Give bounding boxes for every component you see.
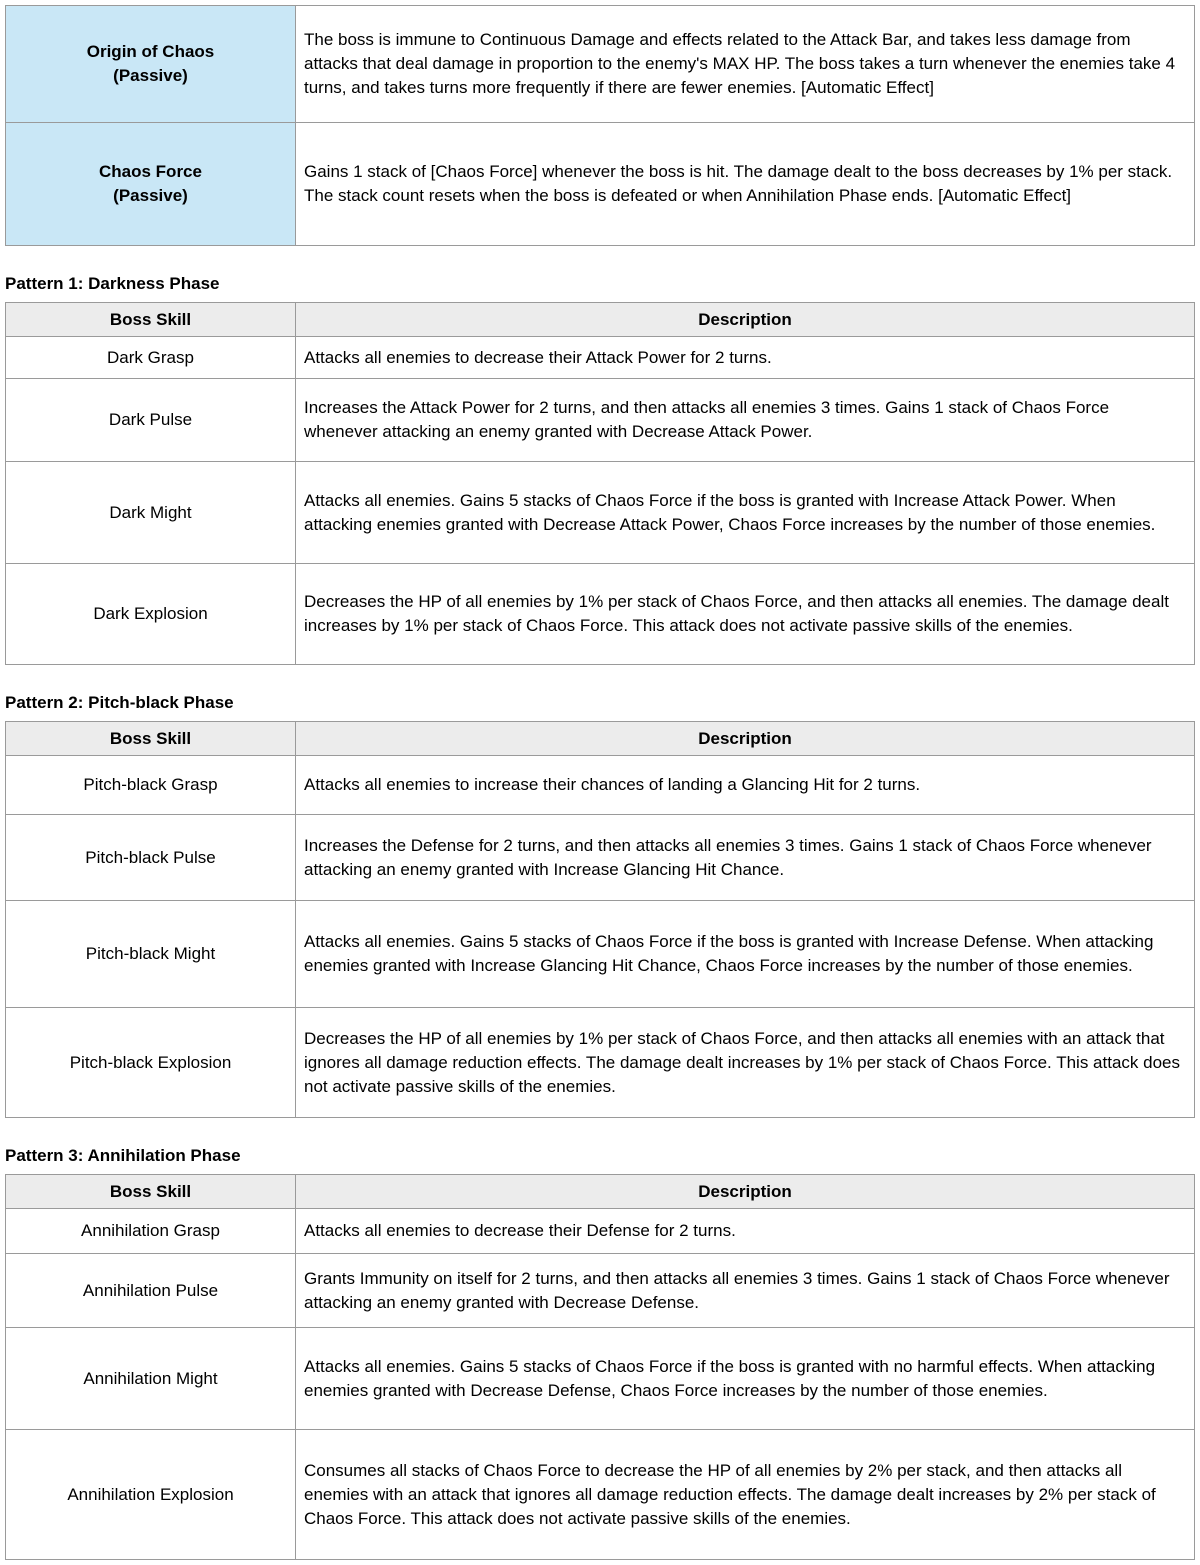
skill-description-cell: Decreases the HP of all enemies by 1% per stack of Chaos Force, and then attacks all enemies with an attack that ignores all damage reduction effects. The damage dealt increases by 1% per stack of Chaos Force. This attack does not activate passive skills of the enemies. [296,1008,1195,1118]
skill-description-cell: Attacks all enemies to increase their chances of landing a Glancing Hit for 2 turns. [296,756,1195,815]
skill-description-cell: Attacks all enemies. Gains 5 stacks of Chaos Force if the boss is granted with no harmful effects. When attacking enemies granted with Decrease Defense, Chaos Force increases by the number of those enemies. [296,1328,1195,1430]
skill-name-cell: Pitch-black Grasp [6,756,296,815]
passive-skill-description-cell: Gains 1 stack of [Chaos Force] whenever the boss is hit. The damage dealt to the boss decreases by 1% per stack. The stack count resets when the boss is defeated or when Annihilation Phase ends. [Automatic Effect] [296,123,1195,246]
pattern-2-section [5,692,1195,1118]
skill-name-cell: Dark Grasp [6,337,296,379]
skill-name-cell: Pitch-black Explosion [6,1008,296,1118]
passive-skill-name: Origin of Chaos [86,42,215,61]
skill-name-cell: Annihilation Might [6,1328,296,1430]
skill-description-cell: Attacks all enemies. Gains 5 stacks of Chaos Force if the boss is granted with Increase Defense. When attacking enemies granted with Increase Glancing Hit Chance, Chaos Force increases by the number of those enemies. [296,901,1195,1008]
table-row [6,1430,1195,1560]
skill-name-cell: Pitch-black Pulse [6,815,296,901]
table-row [6,462,1195,564]
passive-skill-name-cell [6,123,296,246]
skill-table [5,1174,1195,1560]
column-header-description: Description [296,1175,1195,1209]
skill-description-cell: Attacks all enemies to decrease their Attack Power for 2 turns. [296,337,1195,379]
table-row [6,1008,1195,1118]
column-header-boss-skill: Boss Skill [6,1175,296,1209]
column-header-boss-skill: Boss Skill [6,722,296,756]
table-row [6,123,1195,246]
table-header-row [6,722,1195,756]
skill-description-cell: Increases the Defense for 2 turns, and then attacks all enemies 3 times. Gains 1 stack of Chaos Force whenever attacking an enemy granted with Increase Glancing Hit Chance. [296,815,1195,901]
table-header-row [6,303,1195,337]
skill-description-cell: Consumes all stacks of Chaos Force to decrease the HP of all enemies by 2% per stack, and then attacks all enemies with an attack that ignores all damage reduction effects. The damage dealt increases by 2% per stack of Chaos Force. This attack does not activate passive skills of the enemies. [296,1430,1195,1560]
table-row [6,1209,1195,1254]
table-row [6,901,1195,1008]
column-header-description: Description [296,303,1195,337]
table-row [6,6,1195,123]
skill-table [5,721,1195,1118]
table-row [6,756,1195,815]
table-row [6,815,1195,901]
skill-description-cell: Attacks all enemies to decrease their Defense for 2 turns. [296,1209,1195,1254]
table-row [6,564,1195,665]
skill-name-cell: Dark Explosion [6,564,296,665]
skill-name-cell: Dark Pulse [6,379,296,462]
table-header-row [6,1175,1195,1209]
passive-skill-name-cell [6,6,296,123]
skill-table [5,302,1195,665]
skill-name-cell: Annihilation Grasp [6,1209,296,1254]
passive-skill-type: (Passive) [113,186,188,205]
skill-description-cell: Grants Immunity on itself for 2 turns, and then attacks all enemies 3 times. Gains 1 stack of Chaos Force whenever attacking an enemy granted with Decrease Defense. [296,1254,1195,1328]
section-heading: Pattern 2: Pitch-black Phase [5,693,234,712]
column-header-description: Description [296,722,1195,756]
pattern-1-section [5,273,1195,665]
skill-name-cell: Annihilation Pulse [6,1254,296,1328]
table-row [6,1328,1195,1430]
passive-skill-description-cell: The boss is immune to Continuous Damage and effects related to the Attack Bar, and takes less damage from attacks that deal damage in proportion to the enemy's MAX HP. The boss takes a turn whenever the enemies take 4 turns, and takes turns more frequently if there are fewer enemies. [Automatic Effect] [296,6,1195,123]
table-row [6,1254,1195,1328]
skill-description-cell: Increases the Attack Power for 2 turns, and then attacks all enemies 3 times. Gains 1 stack of Chaos Force whenever attacking an enemy granted with Decrease Attack Power. [296,379,1195,462]
passive-skill-name: Chaos Force [99,162,202,181]
pattern-3-section [5,1145,1195,1560]
section-heading: Pattern 3: Annihilation Phase [5,1146,241,1165]
passives-table [5,5,1195,246]
section-heading: Pattern 1: Darkness Phase [5,274,220,293]
skill-name-cell: Dark Might [6,462,296,564]
column-header-boss-skill: Boss Skill [6,303,296,337]
skill-description-cell: Decreases the HP of all enemies by 1% per stack of Chaos Force, and then attacks all enemies. The damage dealt increases by 1% per stack of Chaos Force. This attack does not activate passive skills of the enemies. [296,564,1195,665]
table-row [6,337,1195,379]
skill-name-cell: Annihilation Explosion [6,1430,296,1560]
skill-name-cell: Pitch-black Might [6,901,296,1008]
skill-description-cell: Attacks all enemies. Gains 5 stacks of Chaos Force if the boss is granted with Increase Attack Power. When attacking enemies granted with Decrease Attack Power, Chaos Force increases by the number of those enemies. [296,462,1195,564]
passive-skill-type: (Passive) [113,66,188,85]
table-row [6,379,1195,462]
